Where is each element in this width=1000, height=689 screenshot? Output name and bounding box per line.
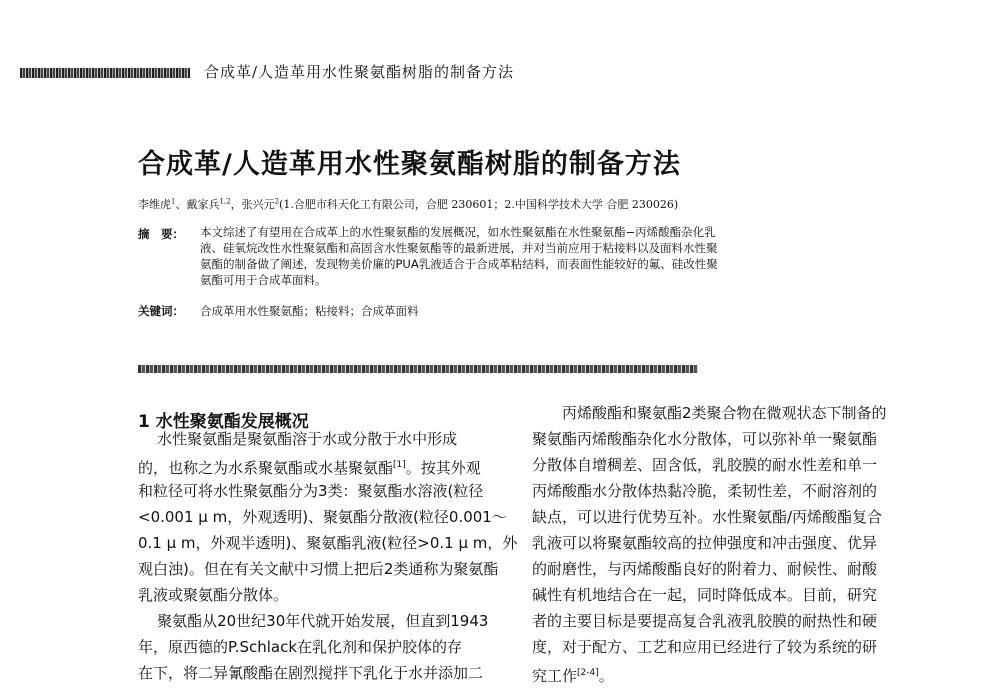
abstract-label: 摘 要： [138,227,184,241]
abstract-line: 氨酯可用于合成革面料。 [200,273,327,287]
body-line: 聚氨酯丙烯酸酯杂化水分散体，可以弥补单一聚氨酯 [532,430,878,448]
body-line: 分散体自增稠差、固含低，乳胶膜的耐水性差和单一 [532,456,878,474]
body-line-text: 。 [598,667,614,685]
abstract-text [200,224,830,288]
body-line: 者的主要目标是要提高复合乳液乳胶膜的耐热性和硬 [532,612,878,630]
body-line-text: 。按其外观 [405,459,481,477]
body-line: 在下，将二异氰酸酯在剧烈搅拌下乳化于水并添加二 [138,664,484,682]
author-3-affil-mark: 2 [274,197,280,206]
author-1-affil-mark: 1 [171,197,176,206]
article-title: 合成革/人造革用水性聚氨酯树脂的制备方法 [138,149,681,180]
abstract-line: 本文综述了有望用在合成革上的水性聚氨酯的发展概况，如水性聚氨酯在水性聚氨酯−丙烯酸酯杂化乳 [200,225,716,239]
abstract-line: 氨酯的制备做了阐述，发现物美价廉的PUA乳液适合于合成革粘结料，而表面性能较好的氟、硅改性聚 [200,257,718,271]
body-line: 聚氨酯从20世纪30年代就开始发展，但直到1943 [138,612,489,630]
section-divider [138,365,698,373]
body-line: 水性聚氨酯是聚氨酯溶于水或分散于水中形成 [138,430,458,448]
body-line: <0.001 μ m，外观透明)、聚氨酯分散液(粒径0.001～ [138,508,507,526]
body-line-text: 的，也称之为水系聚氨酯或水基聚氨酯 [138,459,394,477]
author-1: 李维虎 [138,198,171,211]
running-header-title: 合成革/人造革用水性聚氨酯树脂的制备方法 [204,63,515,81]
author-2-affil-mark: 1,2 [219,197,231,206]
body-line: 年，原西德的P.Schlack在乳化剂和保护胶体的存 [138,638,463,656]
body-line: 乳液可以将聚氨酯较高的拉伸强度和冲击强度、优异 [532,534,878,552]
body-line-text: 究工作 [532,667,578,685]
citation-ref: [1] [393,460,406,470]
body-line: 缺点，可以进行优势互补。水性聚氨酯/丙烯酸酯复合 [532,508,883,526]
keywords-text: 合成革用水性聚氨酯；粘接料；合成革面料 [200,304,419,318]
body-column-right [532,400,902,686]
section-heading: 1 水性聚氨酯发展概况 [138,412,309,432]
author-2: 、戴家兵 [175,198,220,211]
body-line: 碱性有机地结合在一起，同时降低成本。目前，研究 [532,586,878,604]
body-line [138,452,508,478]
citation-ref: [2-4] [577,668,599,678]
author-line [138,196,678,212]
author-3: ，张兴元 [230,198,275,211]
abstract-line: 液、硅氧烷改性水性聚氨酯和高固含水性聚氨酯等的最新进展，并对当前应用于粘接料以及面料水性聚 [200,241,718,255]
body-line: 度，对于配方、工艺和应用已经进行了较为系统的研 [532,638,878,656]
body-line: 的耐磨性，与丙烯酸酯良好的附着力、耐候性、耐酸 [532,560,878,578]
header-pattern-bar [20,68,190,78]
body-line: 和粒径可将水性聚氨酯分为3类：聚氨酯水溶液(粒径 [138,482,484,500]
body-line: 观白浊)。但在有关文献中习惯上把后2类通称为聚氨酯 [138,560,499,578]
body-line [532,660,902,686]
body-column-left [138,426,518,686]
body-line: 丙烯酸酯水分散体热黏冷脆，柔韧性差，不耐溶剂的 [532,482,878,500]
body-line: 0.1 μ m，外观半透明)、聚氨酯乳液(粒径>0.1 μ m，外 [138,534,518,552]
affiliations: (1.合肥市科天化工有限公司，合肥 230601；2.中国科学技术大学 合肥 230026) [279,198,679,211]
body-line: 乳液或聚氨酯分散体。 [138,586,289,604]
keywords-label: 关键词： [138,304,184,318]
body-line: 丙烯酸酯和聚氨酯2类聚合物在微观状态下制备的 [562,404,887,422]
